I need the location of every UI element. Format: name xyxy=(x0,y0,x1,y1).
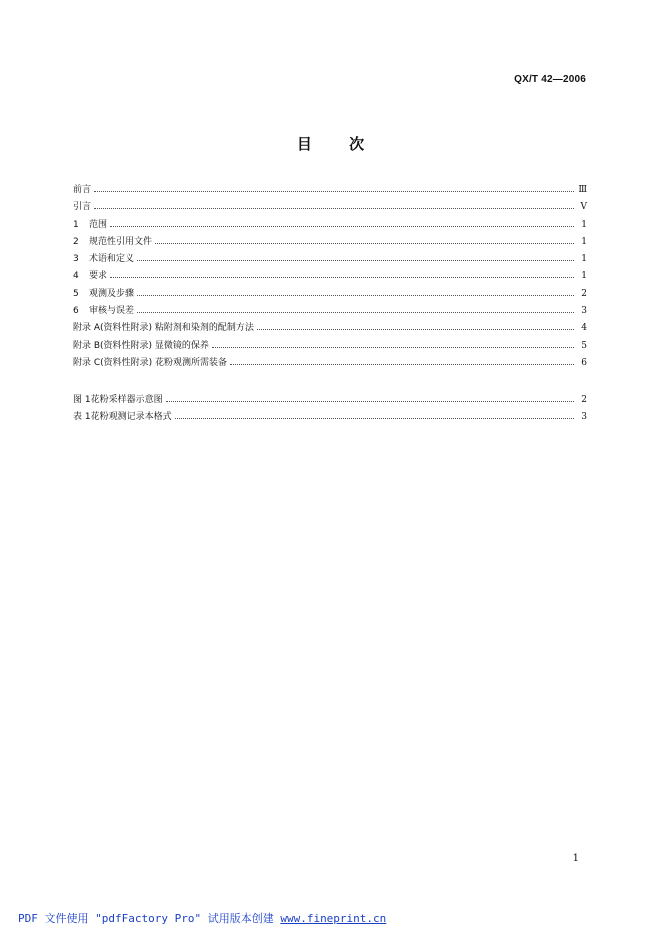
toc-entry-page: 2 xyxy=(581,395,587,405)
toc-entry-number: 6 xyxy=(73,306,79,317)
toc-entry-page: Ⅴ xyxy=(580,202,587,213)
footer-link[interactable]: www.fineprint.cn xyxy=(280,912,387,925)
toc-entry[interactable] xyxy=(73,409,587,426)
toc-entry-label xyxy=(73,303,137,316)
toc-entry-text: 前言 xyxy=(73,185,92,195)
toc-dot-leader xyxy=(155,242,574,244)
toc-entry-label xyxy=(73,217,110,230)
toc-dot-leader xyxy=(110,276,574,278)
toc-dot-leader xyxy=(166,400,574,402)
toc-dot-leader xyxy=(94,207,574,209)
toc-entry-label xyxy=(73,320,257,333)
toc-entry-page: 5 xyxy=(581,340,587,351)
toc-entry[interactable] xyxy=(73,338,587,355)
toc-entry-page: 6 xyxy=(581,357,587,368)
toc-entry-number: 1 xyxy=(73,219,79,230)
toc-entry-label xyxy=(73,355,230,368)
toc-entry-page: 3 xyxy=(581,412,587,423)
toc-entry[interactable] xyxy=(73,286,587,303)
toc-entry[interactable] xyxy=(73,217,587,234)
toc-entry-text: 附录 B(资料性附录) 显微镜的保养 xyxy=(73,340,209,351)
toc-entry[interactable] xyxy=(73,234,587,251)
toc-entry[interactable] xyxy=(73,199,587,216)
toc-dot-leader xyxy=(110,225,574,227)
toc-dot-leader xyxy=(137,259,574,261)
toc-list xyxy=(73,182,587,372)
toc-entry-text: 花粉采样器示意图 xyxy=(90,395,163,405)
toc-entry-text: 范围 xyxy=(89,219,108,230)
toc-dot-leader xyxy=(212,346,574,348)
toc-entry-label xyxy=(73,251,137,264)
toc-dot-leader xyxy=(175,417,574,419)
toc-entry[interactable] xyxy=(73,303,587,320)
toc-entry-page: 1 xyxy=(581,271,587,282)
toc-entry-text: 引言 xyxy=(73,202,92,213)
toc-entry[interactable] xyxy=(73,268,587,285)
toc-entry-number: 4 xyxy=(73,271,79,282)
toc-entry-text: 审核与误差 xyxy=(89,306,135,317)
toc-entry-text: 规范性引用文件 xyxy=(89,236,153,247)
toc-dot-leader xyxy=(230,363,574,365)
figure-table-list xyxy=(73,392,587,427)
toc-entry-label xyxy=(73,199,94,212)
toc-entry-text: 附录 C(资料性附录) 花粉观测所需装备 xyxy=(73,357,228,368)
toc-entry[interactable] xyxy=(73,320,587,337)
toc-entry[interactable] xyxy=(73,392,587,409)
toc-entry-label xyxy=(73,286,137,299)
toc-entry-text: 观测及步骤 xyxy=(89,288,135,299)
toc-entry-page: 2 xyxy=(581,288,587,299)
toc-entry-page: 1 xyxy=(581,254,587,265)
toc-entry[interactable] xyxy=(73,355,587,372)
footer-watermark xyxy=(18,910,386,926)
standard-code: QX/T 42—2006 xyxy=(514,74,586,85)
toc-entry-text: 花粉观测记录本格式 xyxy=(90,412,172,423)
toc-entry-page: 3 xyxy=(581,306,587,317)
toc-entry[interactable] xyxy=(73,251,587,268)
toc-entry-label xyxy=(73,338,212,351)
toc-entry-page: 4 xyxy=(581,323,587,334)
toc-entry-label xyxy=(73,182,94,195)
toc-entry-number: 5 xyxy=(73,288,79,299)
toc-dot-leader xyxy=(94,190,574,192)
toc-entry-label xyxy=(73,268,110,281)
toc-title: 目 次 xyxy=(296,135,366,153)
toc-entry-page: 1 xyxy=(581,219,587,230)
toc-entry-page: 1 xyxy=(581,236,587,247)
toc-entry-number: 3 xyxy=(73,254,79,265)
toc-entry-label xyxy=(73,409,175,422)
toc-entry-text: 要求 xyxy=(89,271,108,282)
toc-entry-number: 2 xyxy=(73,236,79,247)
toc-entry-label xyxy=(73,392,166,405)
page-number: 1 xyxy=(572,853,579,864)
toc-dot-leader xyxy=(257,328,574,330)
footer-text: PDF 文件使用 "pdfFactory Pro" 试用版本创建 xyxy=(18,912,281,925)
toc-entry-number: 表 1 xyxy=(73,412,91,423)
toc-dot-leader xyxy=(137,294,574,296)
toc-entry-label xyxy=(73,234,155,247)
toc-entry-text: 附录 A(资料性附录) 粘附剂和染剂的配制方法 xyxy=(73,323,254,334)
toc-entry-number: 图 1 xyxy=(73,395,91,405)
toc-entry[interactable] xyxy=(73,182,587,199)
toc-dot-leader xyxy=(137,311,574,313)
toc-entry-page: Ⅲ xyxy=(578,185,587,195)
toc-entry-text: 术语和定义 xyxy=(89,254,135,265)
